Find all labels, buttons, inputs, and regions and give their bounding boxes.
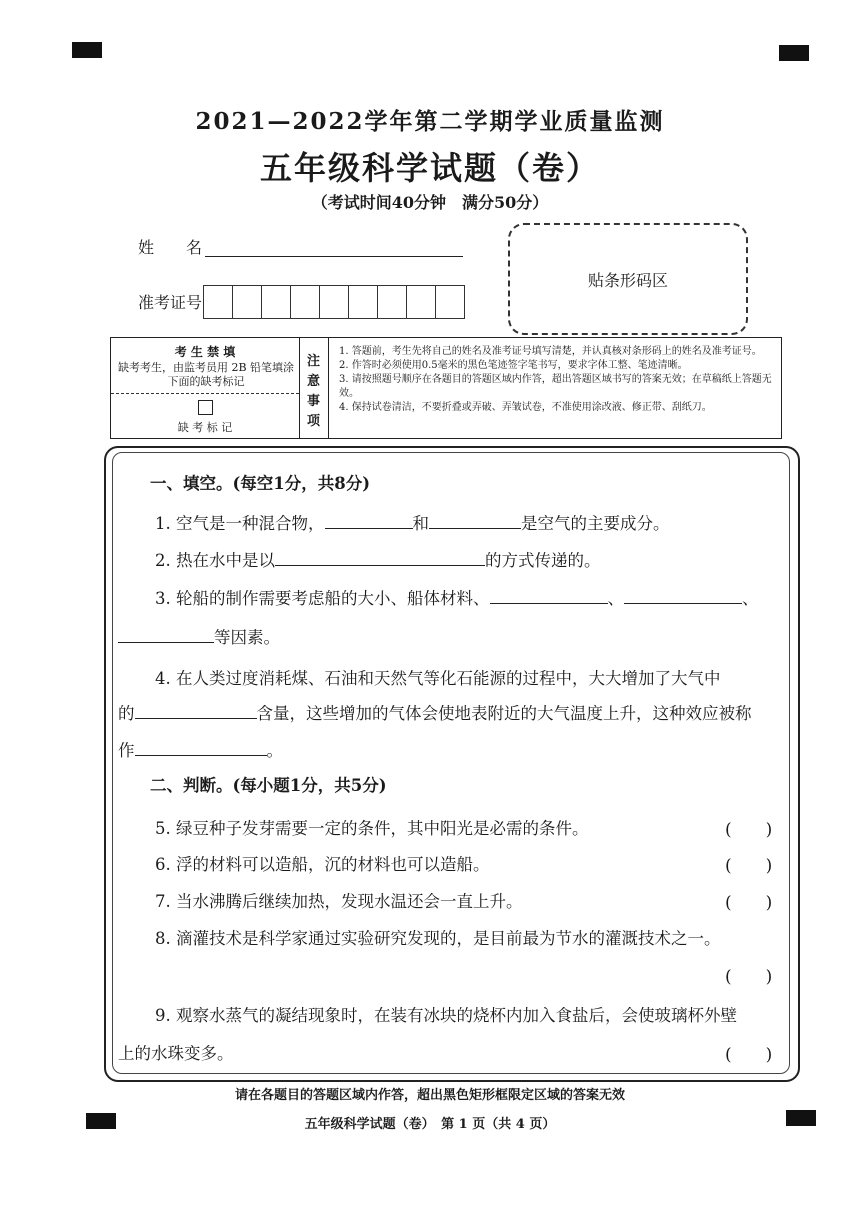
question-4-cont2: 作 。 [118, 741, 283, 760]
question-9: 9. 观察水蒸气的凝结现象时，在装有冰块的烧杯内加入食盐后，会使玻璃杯外壁 [155, 1006, 737, 1025]
answer-area-inner [112, 452, 790, 1074]
answer-blank-2[interactable] [275, 549, 485, 566]
question-8: 8. 滴灌技术是科学家通过实验研究发现的，是目前最为节水的灌溉技术之一。 [155, 929, 721, 948]
absent-checkbox[interactable] [198, 400, 213, 415]
exam-title: 五年级科学试题（卷） [259, 149, 600, 187]
question-4-cont1: 的 含量，这些增加的气体会使地表附近的大气温度上升，这种效应被称 [118, 704, 752, 723]
answer-paren-7[interactable]: ( ) [725, 893, 773, 913]
answer-blank-3a[interactable] [490, 587, 608, 604]
exam-id-label: 准考证号 [138, 293, 203, 312]
absent-mark-label: 缺 考 标 记 [177, 421, 233, 434]
notes-list [339, 345, 774, 415]
note-item: 2. 作答时必须使用0.5毫米的黑色笔迹签字笔书写，要求字体工整、笔迹清晰。 [339, 360, 688, 371]
name-label: 姓 名 [138, 238, 203, 257]
answer-blank-4b[interactable] [135, 739, 267, 756]
answer-blank-4a[interactable] [135, 702, 257, 719]
answer-area-warning: 请在各题目的答题区域内作答，超出黑色矩形框限定区域的答案无效 [234, 1088, 625, 1103]
registration-mark-top-right [779, 45, 809, 61]
section1-title: 一、填空。(每空1分，共8分) [150, 474, 371, 493]
answer-paren-9[interactable]: ( ) [725, 1045, 773, 1065]
exam-term-title: 2021—2022学年第二学期学业质量监测 [195, 108, 665, 135]
question-6: 6. 浮的材料可以造船，沉的材料也可以造船。 [155, 855, 490, 874]
question-2: 2. 热在水中是以 的方式传递的。 [155, 551, 601, 570]
answer-paren-8[interactable]: ( ) [725, 967, 773, 987]
registration-mark-top-left [72, 42, 102, 58]
question-7: 7. 当水沸腾后继续加热，发现水温还会一直上升。 [155, 892, 523, 911]
question-1: 1. 空气是一种混合物， 和 是空气的主要成分。 [155, 514, 670, 533]
note-item: 1. 答题前，考生先将自己的姓名及准考证号填写清楚，并认真核对条形码上的姓名及准考证号。 [339, 346, 762, 357]
question-3: 3. 轮船的制作需要考虑船的大小、船体材料、 、 、 [155, 589, 759, 608]
note-item: 3. 请按照题号顺序在各题目的答题区域内作答，超出答题区域书写的答案无效；在草稿纸上答题无效。 [339, 374, 772, 399]
exam-id-boxes[interactable] [204, 285, 465, 317]
notes-header: 注 意 事 项 [300, 338, 329, 438]
barcode-area [508, 223, 748, 335]
question-5: 5. 绿豆种子发芽需要一定的条件，其中阳光是必需的条件。 [155, 819, 589, 838]
question-9-cont: 上的水珠变多。 [118, 1044, 234, 1063]
exam-info: （考试时间40分钟 满分50分） [311, 193, 549, 212]
question-3-cont: 等因素。 [118, 624, 280, 648]
answer-blank-1a[interactable] [325, 512, 413, 529]
answer-blank-1b[interactable] [429, 512, 521, 529]
monitor-panel [111, 338, 300, 438]
answer-paren-6[interactable]: ( ) [725, 856, 773, 876]
answer-blank-3c[interactable] [118, 626, 214, 643]
instructions-table [110, 337, 782, 439]
name-field[interactable] [205, 256, 463, 257]
page-footer: 五年级科学试题（卷） 第 1 页（共 4 页） [304, 1117, 556, 1132]
answer-paren-5[interactable]: ( ) [725, 820, 773, 840]
monitor-text: 缺考考生，由监考员用 2B 铅笔填涂下面的缺考标记 [117, 361, 295, 388]
answer-blank-3b[interactable] [624, 587, 742, 604]
section2-title: 二、判断。(每小题1分，共5分) [150, 776, 387, 795]
question-4: 4. 在人类过度消耗煤、石油和天然气等化石能源的过程中，大大增加了大气中 [155, 669, 721, 688]
monitor-title: 考 生 禁 填 [174, 345, 236, 359]
note-item: 4. 保持试卷清洁，不要折叠或弄破、弄皱试卷，不准使用涂改液、修正带、刮纸刀。 [339, 402, 712, 413]
barcode-label: 贴条形码区 [587, 270, 668, 290]
